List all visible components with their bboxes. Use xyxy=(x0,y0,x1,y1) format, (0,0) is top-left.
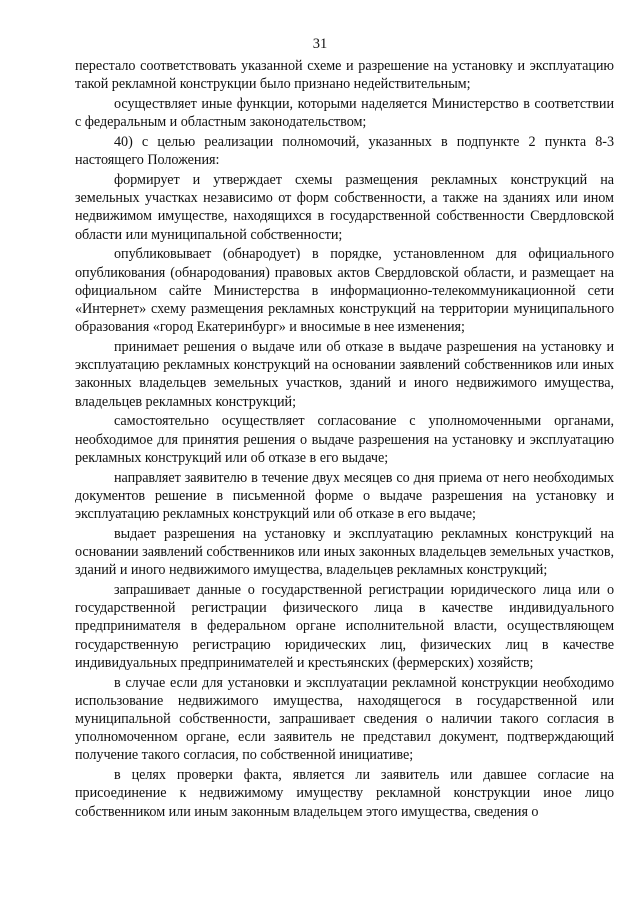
paragraph: принимает решения о выдаче или об отказе в выдаче разрешения на установку и эксплуатацию рекламных конструкций на основании заявлений собственников или иных законных владельцев земельных участков, зданий и иного недвижимого имущества, владельцев рекламных конструкций; xyxy=(75,339,614,410)
paragraph: запрашивает данные о государственной регистрации юридического лица или о государственной регистрации физического лица в качестве индивидуального предпринимателя в федеральном органе исполнительной власти, осуществляющем государственную регистрацию юридических лиц, физических лиц в качестве индивидуальных предпринимателей и крестьянских (фермерских) хозяйств; xyxy=(75,582,614,671)
page-number: 31 xyxy=(312,36,328,52)
paragraph: формирует и утверждает схемы размещения рекламных конструкций на земельных участках независимо от форм собственности, а также на зданиях или ином недвижимом имуществе, находящихся в государственной собственности Свердловской области или муниципальной собственности; xyxy=(75,172,614,243)
paragraph: выдает разрешения на установку и эксплуатацию рекламных конструкций на основании заявлений собственников или иных законных владельцев земельных участков, зданий и иного недвижимого имущества, владельцев рекламных конструкций; xyxy=(75,525,614,579)
paragraph: самостоятельно осуществляет согласование с уполномоченными органами, необходимое для принятия решения о выдаче разрешения на установку и эксплуатацию рекламных конструкций или об отказе в его выдаче; xyxy=(75,413,614,466)
paragraph-item-40: 40) с целью реализации полномочий, указанных в подпункте 2 пункта 8-3 настоящего Положения: xyxy=(75,134,614,169)
paragraph: направляет заявителю в течение двух месяцев со дня приема от него необходимых документов решение в письменной форме о выдаче разрешения на установку и эксплуатацию рекламных конструкций или об отказе в его выдаче; xyxy=(75,469,614,523)
document-text-body xyxy=(75,57,614,821)
paragraph: в случае если для установки и эксплуатации рекламной конструкции необходимо использование недвижимого имущества, находящегося в государственной или муниципальной собственности, запрашивает сведения о наличии такого согласия в уполномоченном органе, если заявитель не представил документ, подтверждающий получение такого согласия, по собственной инициативе; xyxy=(75,674,614,764)
paragraph-continuation: перестало соответствовать указанной схеме и разрешение на установку и эксплуатацию такой рекламной конструкции было признано недействительным; xyxy=(75,58,614,93)
paragraph: опубликовывает (обнародует) в порядке, установленном для официального опубликования (обнародования) правовых актов Свердловской области, и размещает на официальном сайте Министерства в информационно-телекоммуникационной сети «Интернет» схему размещения рекламных конструкций на территории муниципального образования «город Екатеринбург» и вносимые в нее изменения; xyxy=(75,246,614,336)
paragraph: в целях проверки факта, является ли заявитель или давшее согласие на присоединение к недвижимому имуществу рекламной конструкции иное лицо собственником или иным законным владельцем этого имущества, сведения о xyxy=(75,767,614,820)
paragraph: осуществляет иные функции, которыми наделяется Министерство в соответствии с федеральным и областным законодательством; xyxy=(75,96,614,131)
